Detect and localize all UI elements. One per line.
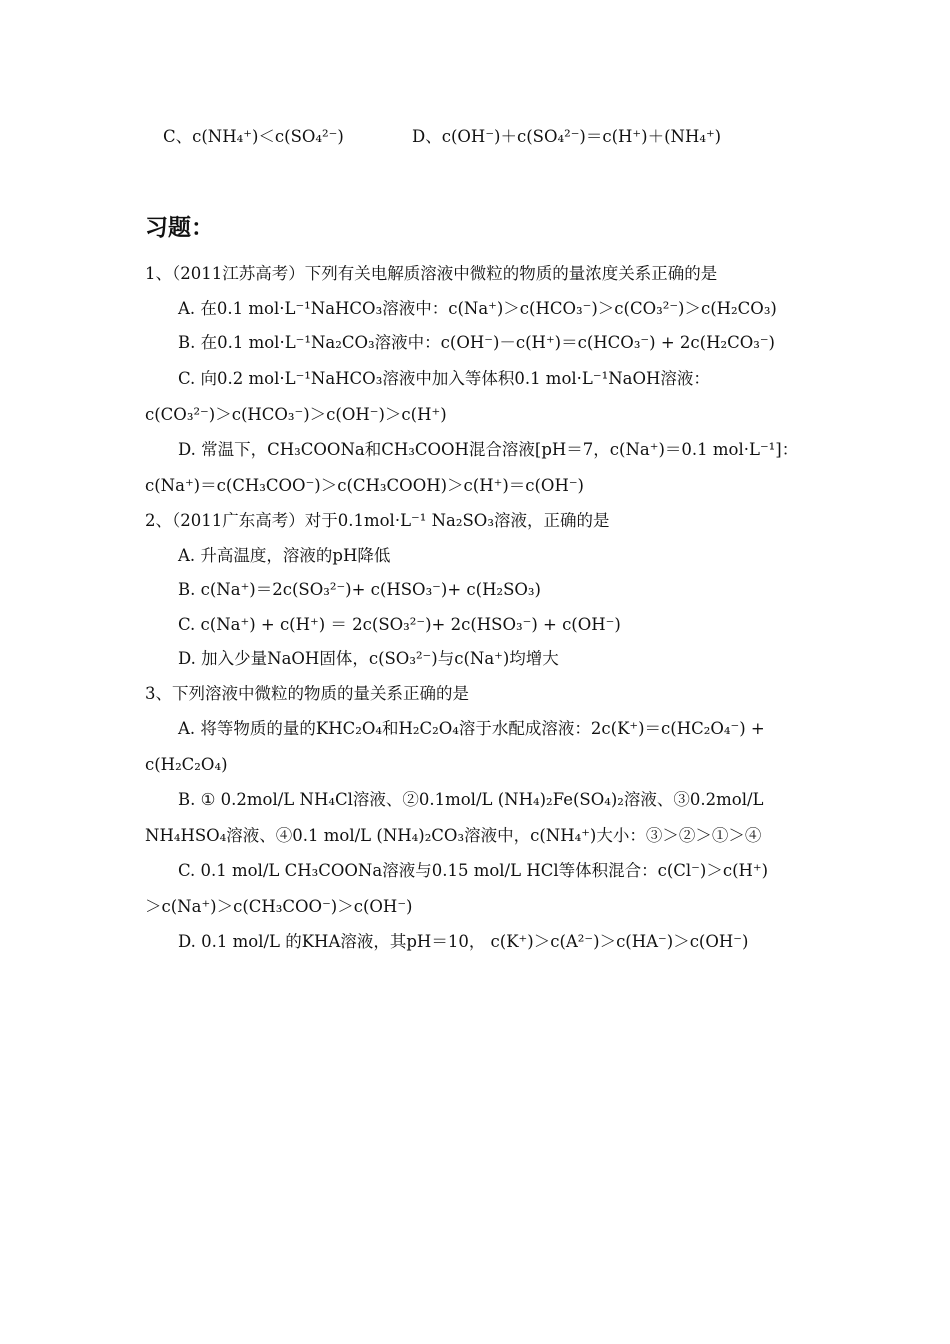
question-1-option-d-cont: c(Na⁺)＝c(CH₃COO⁻)＞c(CH₃COOH)＞c(H⁺)＝c(OH⁻) (145, 476, 584, 495)
prev-option-d: D、c(OH⁻)＋c(SO₄²⁻)＝c(H⁺)＋(NH₄⁺) (412, 127, 722, 146)
question-1-option-a: A. 在0.1 mol·L⁻¹NaHCO₃溶液中：c(Na⁺)＞c(HCO₃⁻)＞c(CO₃²⁻)＞c(H₂CO₃) (178, 299, 777, 318)
question-3-option-b-cont: NH₄HSO₄溶液、④0.1 mol/L (NH₄)₂CO₃溶液中，c(NH₄⁺)大小：③＞②＞①＞④ (145, 826, 762, 845)
question-3-option-b: B. ① 0.2mol/L NH₄Cl溶液、②0.1mol/L (NH₄)₂Fe(SO₄)₂溶液、③0.2mol/L (178, 790, 764, 809)
question-3-option-c-cont: ＞c(Na⁺)＞c(CH₃COO⁻)＞c(OH⁻) (145, 897, 413, 916)
question-1-option-b: B. 在0.1 mol·L⁻¹Na₂CO₃溶液中：c(OH⁻)－c(H⁺)＝c(HCO₃⁻) + 2c(H₂CO₃⁻) (178, 333, 775, 352)
question-3-stem: 3、下列溶液中微粒的物质的量关系正确的是 (145, 684, 469, 703)
question-3-option-c: C. 0.1 mol/L CH₃COONa溶液与0.15 mol/L HCl等体积混合：c(Cl⁻)＞c(H⁺) (178, 861, 769, 880)
question-2-stem: 2、（2011广东高考）对于0.1mol·L⁻¹ Na₂SO₃溶液，正确的是 (145, 511, 610, 530)
question-2-option-a: A. 升高温度，溶液的pH降低 (178, 546, 391, 565)
question-2-option-c: C. c(Na⁺) + c(H⁺) ＝ 2c(SO₃²⁻)+ 2c(HSO₃⁻) + c(OH⁻) (178, 615, 621, 634)
question-1-option-c: C. 向0.2 mol·L⁻¹NaHCO₃溶液中加入等体积0.1 mol·L⁻¹NaOH溶液： (178, 369, 710, 388)
question-1-option-c-cont: c(CO₃²⁻)＞c(HCO₃⁻)＞c(OH⁻)＞c(H⁺) (145, 405, 447, 424)
exercise-heading: 习题： (145, 215, 214, 241)
question-2-option-b: B. c(Na⁺)＝2c(SO₃²⁻)+ c(HSO₃⁻)+ c(H₂SO₃) (178, 580, 541, 599)
prev-option-c: C、c(NH₄⁺)＜c(SO₄²⁻) (163, 127, 344, 146)
question-3-option-d: D. 0.1 mol/L 的KHA溶液，其pH＝10， c(K⁺)＞c(A²⁻)＞c(HA⁻)＞c(OH⁻) (178, 932, 749, 951)
question-3-option-a-cont: c(H₂C₂O₄) (145, 755, 228, 774)
question-1-stem: 1、（2011江苏高考）下列有关电解质溶液中微粒的物质的量浓度关系正确的是 (145, 264, 718, 283)
question-3-option-a: A. 将等物质的量的KHC₂O₄和H₂C₂O₄溶于水配成溶液：2c(K⁺)＝c(HC₂O₄⁻) + (178, 719, 765, 738)
question-1-option-d: D. 常温下，CH₃COONa和CH₃COOH混合溶液[pH＝7，c(Na⁺)＝0.1 mol·L⁻¹]： (178, 440, 799, 459)
question-2-option-d: D. 加入少量NaOH固体，c(SO₃²⁻)与c(Na⁺)均增大 (178, 649, 559, 668)
